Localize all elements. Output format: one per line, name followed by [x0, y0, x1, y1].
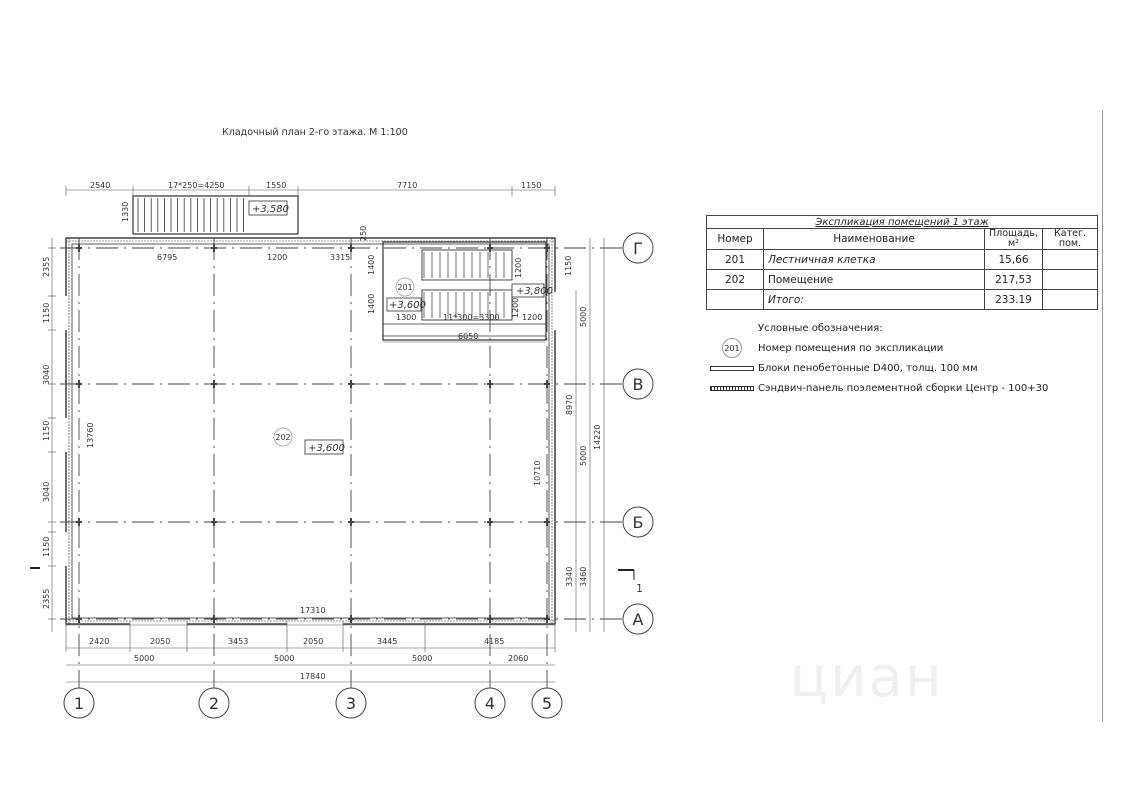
dim-stair-v-1: 250 [359, 225, 368, 241]
dim-inner-left: 13760 [86, 422, 95, 448]
dim-left-1: 2355 [42, 256, 51, 277]
dim-left-7: 2355 [42, 588, 51, 609]
dim-bottom-open-2: 2050 [150, 637, 171, 646]
legend-label: Блоки пенобетонные D400, толщ. 100 мм [758, 362, 978, 374]
dim-inner-top-2: 1200 [267, 253, 288, 262]
dim-top-2: 17*250=4250 [168, 181, 225, 190]
dim-left-4: 1150 [42, 420, 51, 441]
row-name: Помещение [764, 270, 985, 290]
table-row [707, 250, 1098, 270]
row-area: 15,66 [985, 250, 1043, 270]
dim-bottom-open-5: 3445 [377, 637, 398, 646]
dim-stair-s-6: 1300 [396, 313, 417, 322]
legend-title: Условные обозначения: [758, 322, 883, 334]
dim-bottom-open-4: 2050 [303, 637, 324, 646]
row-number [707, 290, 764, 310]
row-category [1043, 250, 1098, 270]
axis-1: 1 [73, 694, 85, 713]
level-stair-landing: +3,580 [252, 204, 290, 215]
dim-bottom-open-3: 3453 [228, 637, 249, 646]
legend-item [706, 358, 1048, 378]
dim-left-6: 1150 [42, 536, 51, 557]
section-marks [30, 568, 634, 580]
dim-right-4: 5000 [579, 445, 588, 466]
dim-stair-s-9: 6050 [458, 332, 479, 341]
axis-v: В [632, 375, 644, 394]
dim-right-6: 3460 [579, 566, 588, 587]
dim-left-5: 3040 [42, 481, 51, 502]
dim-top-1: 2540 [90, 181, 111, 190]
dim-right-7: 3340 [565, 566, 574, 587]
legend-label: Сэндвич-панель поэлементной сборки Центр - 100+30 [758, 382, 1049, 394]
dim-stair-s-1: 1400 [367, 254, 376, 275]
watermark: циан [790, 645, 944, 710]
axis-5: 5 [541, 694, 553, 713]
dim-inner-top-3: 3315 [330, 253, 351, 262]
dim-stair-s-3: 1150 [564, 255, 573, 276]
dim-bottom-axis-3: 5000 [412, 654, 433, 663]
dim-inner-bottom: 17310 [300, 606, 326, 615]
dim-right-5: 10710 [533, 460, 542, 486]
row-number: 201 [707, 250, 764, 270]
col-number: Номер [707, 229, 764, 250]
explication-caption: Экспликация помещений 1 этаж [707, 216, 1098, 229]
dim-stair-s-8: 1200 [522, 313, 543, 322]
row-category [1043, 290, 1098, 310]
dim-top-3: 1550 [266, 181, 287, 190]
dim-bottom-axis-4: 2060 [508, 654, 529, 663]
dim-stair-s-7: 11*300=3300 [443, 313, 500, 322]
sheet-title: Кладочный план 2-го этажа. М 1:100 [222, 127, 408, 138]
dim-bottom-open-6: 4185 [484, 637, 505, 646]
dim-bottom-open-1: 2420 [89, 637, 110, 646]
dim-inner-top-1: 6795 [157, 253, 178, 262]
dim-right-3: 14220 [593, 424, 602, 450]
explication-table [706, 215, 1098, 310]
row-number: 202 [707, 270, 764, 290]
level-stair-step: +3,800 [516, 286, 554, 297]
legend-label: Номер помещения по экспликации [758, 342, 944, 354]
col-category: Катег. пом. [1043, 229, 1098, 250]
row-category [1043, 270, 1098, 290]
dim-stair-s-2: 1200 [514, 257, 523, 278]
room-202-number: 202 [275, 433, 291, 442]
section-mark-number: 1 [636, 582, 643, 595]
legend-item [706, 378, 1048, 398]
dim-left-2: 1150 [42, 302, 51, 323]
level-room-202: +3,600 [308, 443, 346, 454]
axis-b: Б [632, 513, 644, 532]
sandwich-panel-icon [710, 386, 754, 391]
axis-4: 4 [484, 694, 496, 713]
col-area: Площадь, м² [985, 229, 1043, 250]
dim-right-2: 8970 [565, 394, 574, 415]
axis-3: 3 [345, 694, 357, 713]
axis-2: 2 [208, 694, 220, 713]
table-row [707, 290, 1098, 310]
row-name: Итого: [764, 290, 985, 310]
dim-left-3: 3040 [42, 364, 51, 385]
row-area: 233.19 [985, 290, 1043, 310]
col-name: Наименование [764, 229, 985, 250]
dim-stair-s-5: 1200 [511, 297, 520, 318]
legend [706, 318, 1048, 398]
table-row [707, 270, 1098, 290]
dim-bottom-total: 17840 [300, 672, 326, 681]
level-room-201: +3,600 [389, 300, 427, 311]
dim-stair-s-4: 1400 [367, 293, 376, 314]
walls [66, 238, 555, 624]
room-number-icon: 201 [722, 338, 742, 358]
axis-a: А [632, 610, 644, 629]
dim-stair-height: 1330 [121, 201, 130, 222]
internal-stair [422, 250, 544, 320]
dim-top-5: 1150 [521, 181, 542, 190]
legend-item [706, 338, 1048, 358]
dim-right-1: 5000 [579, 306, 588, 327]
row-area: 217,53 [985, 270, 1043, 290]
dim-bottom-axis-1: 5000 [134, 654, 155, 663]
dim-top-4: 7710 [397, 181, 418, 190]
axis-g: Г [633, 239, 643, 258]
block-wall-icon [710, 366, 754, 371]
external-stair [133, 196, 298, 234]
row-name: Лестничная клетка [764, 250, 985, 270]
room-201-number: 201 [397, 283, 413, 292]
dim-bottom-axis-2: 5000 [274, 654, 295, 663]
